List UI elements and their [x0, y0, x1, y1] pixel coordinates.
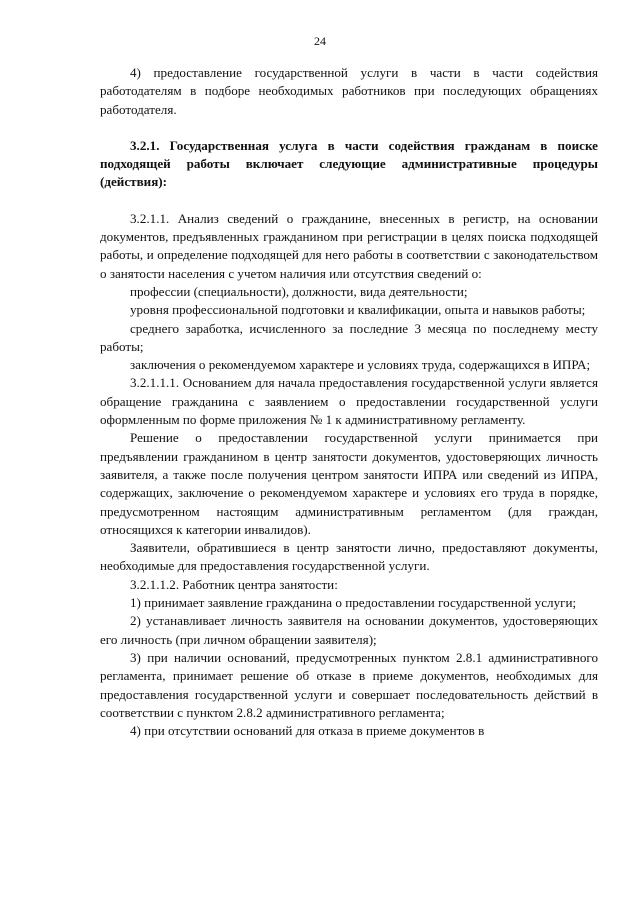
paragraph-applicants: Заявители, обратившиеся в центр занятости лично, предоставляют документы, необходимые для предоставления государственной услуги. — [100, 540, 598, 574]
page-number: 24 — [314, 34, 326, 48]
paragraph-3-2-1-1-1: 3.2.1.1.1. Основанием для начала предоставления государственной услуги является обращение гражданина с заявлением о предоставлении государственной услуги оформленным по форме приложения № 1 к административному регламенту. — [100, 375, 598, 428]
list-item-no-refusal-grounds: 4) при отсутствии оснований для отказа в приеме документов в — [130, 723, 485, 739]
paragraph-decision: Решение о предоставлении государственной услуги принимается при предъявлении гражданином в центр занятости документов, удостоверяющих личность заявителя, а также после получения центром занятости ИПРА или сведений из ИПРА, содержащих, заключение о рекомендуемом характере и условиях его труда в порядке, предусмотренном настоящим административным регламентом (для граждан, относящихся к категории инвалидов). — [100, 430, 598, 537]
list-item-identifies-applicant: 2) устанавливает личность заявителя на основании документов, удостоверяющих его личность (при личном обращении заявителя); — [100, 613, 598, 647]
list-item-ipra-conclusion: заключения о рекомендуемом характере и условиях труда, содержащихся в ИПРА; — [130, 357, 591, 373]
section-heading-3-2-1: 3.2.1. Государственная услуга в части содействия гражданам в поиске подходящей работы включает следующие административные процедуры (действия): — [100, 137, 598, 190]
list-item-profession: профессии (специальности), должности, вида деятельности; — [130, 283, 468, 299]
list-item-average-earnings: среднего заработка, исчисленного за последние 3 месяца по последнему месту работы; — [100, 320, 598, 354]
paragraph-3-2-1-1-2: 3.2.1.1.2. Работник центра занятости: — [130, 576, 338, 592]
list-item-accepts-application: 1) принимает заявление гражданина о предоставлении государственной услуги; — [130, 595, 577, 611]
paragraph-3-2-1-1: 3.2.1.1. Анализ сведений о гражданине, внесенных в регистр, на основании документов, предъявленных гражданином при регистрации в целях поиска подходящей работы, и определение подходящей для него работы в соответствии с законодательством о занятости населения с учетом наличия или отсутствия сведений о: — [100, 210, 598, 281]
document-body — [100, 64, 598, 740]
list-item-qualification: уровня профессиональной подготовки и квалификации, опыта и навыков работы; — [130, 302, 586, 318]
list-item-refusal-decision: 3) при наличии оснований, предусмотренных пунктом 2.8.1 административного регламента, принимает решение об отказе в приеме документов, необходимых для предоставления государственной услуги и совершает последовательность действий в соответствии с пунктом 2.8.2 административного регламента; — [100, 649, 598, 720]
paragraph-item-4-employers: 4) предоставление государственной услуги в части в части содействия работодателям в подборе необходимых работников при последующих обращениях работодателя. — [100, 65, 598, 117]
